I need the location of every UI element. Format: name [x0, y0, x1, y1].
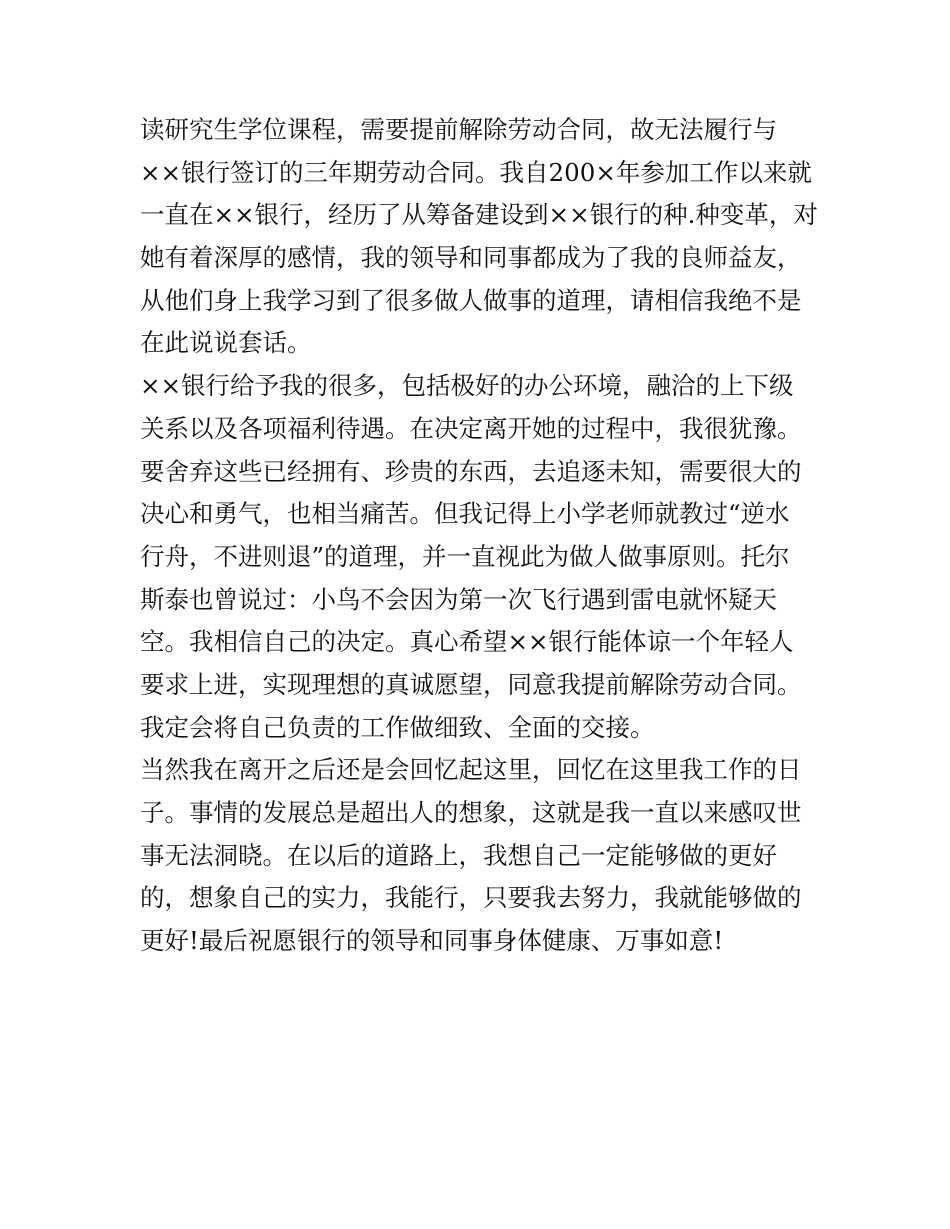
text-line-2: ××银行签订的三年期劳动合同。我自200×年参加工作以来就 [140, 157, 812, 187]
text-line-15: 我定会将自己负责的工作做细致、全面的交接。 [140, 712, 655, 742]
text-line-10: 决心和勇气，也相当痛苦。但我记得上小学老师就教过“逆水 [140, 499, 790, 529]
text-line-16: 当然我在离开之后还是会回忆起这里，回忆在这里我工作的日 [140, 755, 802, 785]
text-line-17: 子。事情的发展总是超出人的想象，这就是我一直以来感叹世 [140, 798, 802, 827]
text-line-3: 一直在××银行，经历了从筹备建设到××银行的种.种变革，对 [140, 200, 818, 230]
text-line-7: ××银行给予我的很多，包括极好的办公环境，融洽的上下级 [140, 371, 794, 401]
text-line-9: 要舍弃这些已经拥有、珍贵的东西，去追逐未知，需要很大的 [140, 456, 802, 486]
text-line-11: 行舟，不进则退”的道理，并一直视此为做人做事原则。托尔 [140, 541, 790, 571]
text-line-14: 要求上进，实现理想的真诚愿望，同意我提前解除劳动合同。 [140, 669, 802, 699]
text-line-18: 事无法洞晓。在以后的道路上，我想自己一定能够做的更好 [140, 840, 777, 870]
letter-body [140, 109, 830, 963]
text-line-6: 在此说说套话。 [140, 328, 312, 358]
text-line-1: 读研究生学位课程，需要提前解除劳动合同，故无法履行与 [140, 115, 777, 144]
text-line-12: 斯泰也曾说过：小鸟不会因为第一次飞行遇到雷电就怀疑天 [140, 584, 777, 614]
text-line-5: 从他们身上我学习到了很多做人做事的道理，请相信我绝不是 [140, 285, 802, 315]
text-line-8: 关系以及各项福利待遇。在决定离开她的过程中，我很犹豫。 [140, 413, 802, 443]
text-line-13: 空。我相信自己的决定。真心希望××银行能体谅一个年轻人 [140, 627, 794, 657]
text-line-20: 更好!最后祝愿银行的领导和同事身体健康、万事如意! [140, 926, 724, 956]
text-line-19: 的，想象自己的实力，我能行，只要我去努力，我就能够做的 [140, 883, 802, 913]
text-line-4: 她有着深厚的感情，我的领导和同事都成为了我的良师益友， [140, 243, 802, 273]
